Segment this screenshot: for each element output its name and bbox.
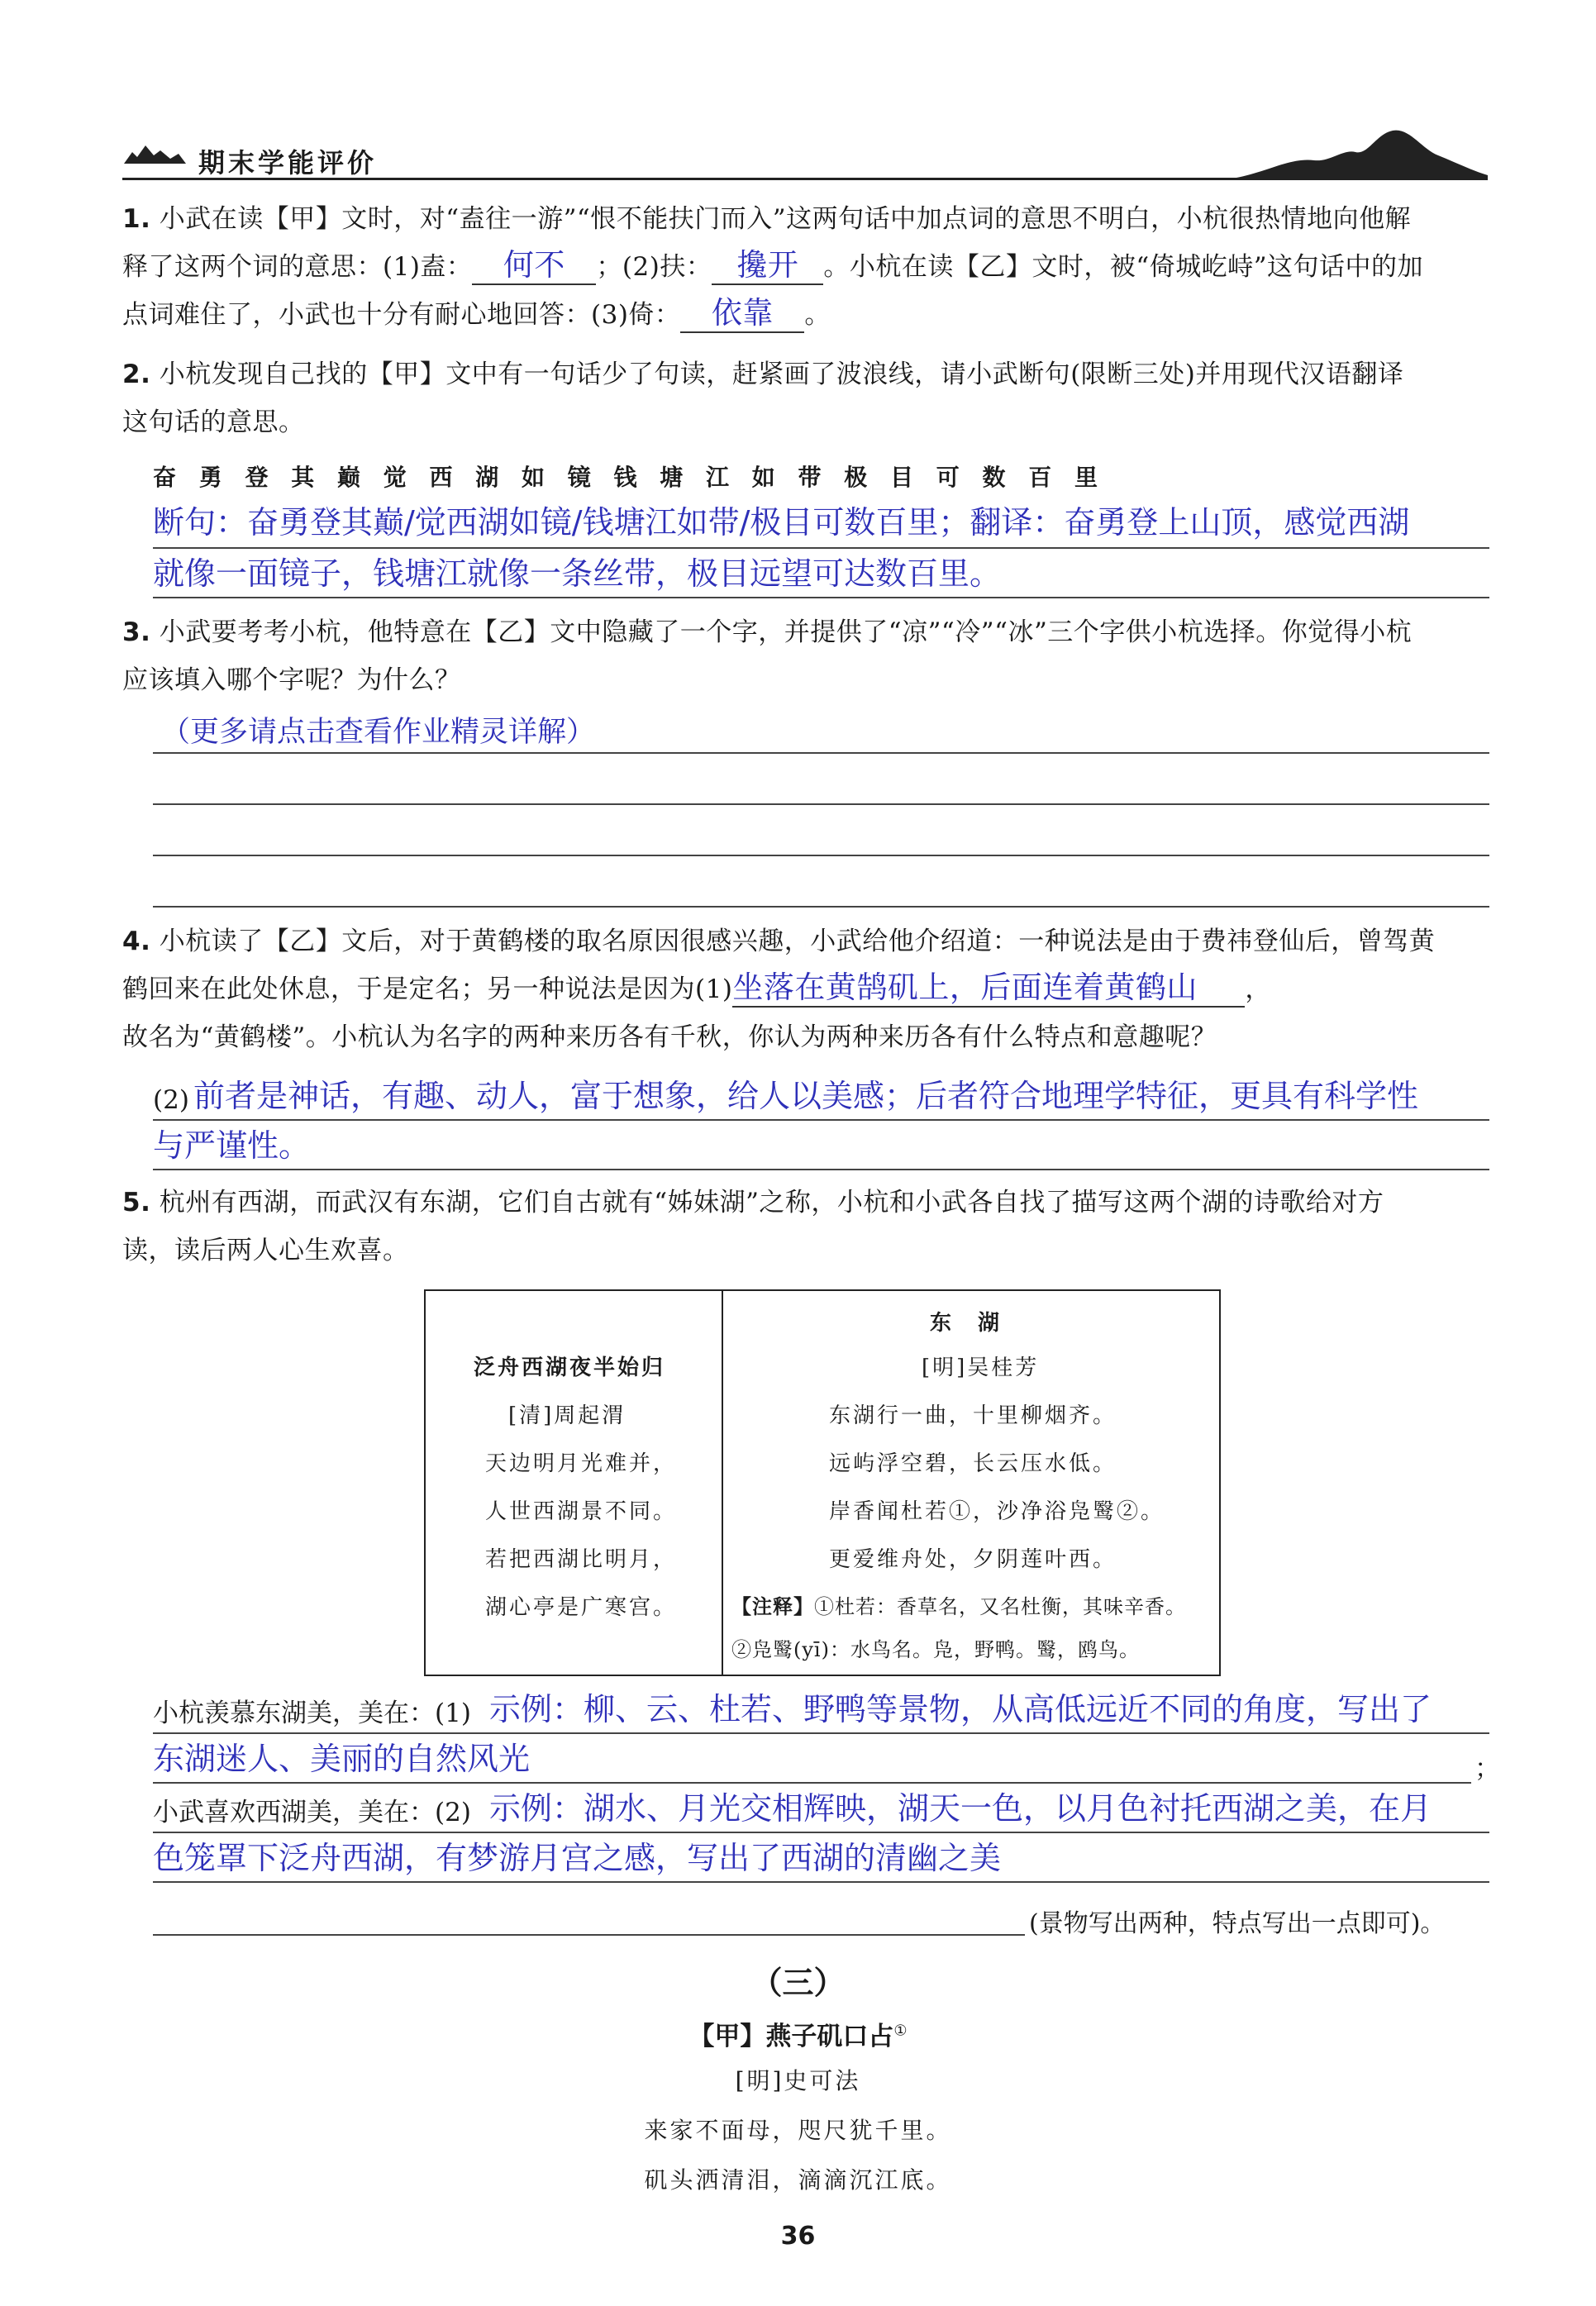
box-divider [722, 1291, 723, 1675]
question-2 [122, 350, 1486, 446]
note-text: ①杜若：香草名，又名杜衡，其味辛香。 [814, 1595, 1186, 1618]
question-text: ；(2)扶： [596, 252, 712, 282]
question-text: 鹤回来在此处休息，于是定名；另一种说法是因为(1) [122, 974, 733, 1004]
poem1-title: 泛舟西湖夜半始归 [474, 1355, 666, 1380]
answer-text[interactable]: 与严谨性。 [153, 1127, 311, 1164]
question-text: 小武要考考小杭，他特意在【乙】文中隐藏了一个字，并提供了“凉”“冷”“冰”三个字供小杭选择。你觉得小杭 [159, 617, 1413, 647]
question-text: 小杭读了【乙】文后，对于黄鹤楼的取名原因很感兴趣，小武给他介绍道：一种说法是由于费祎登仙后，曾驾黄 [159, 927, 1436, 956]
answer-link-text[interactable]: （更多请点击查看作业精灵详解） [161, 716, 596, 749]
question-number: 3. [122, 617, 151, 647]
answer-line [153, 1169, 1489, 1170]
question-text: 。 [804, 300, 831, 330]
answer-text[interactable]: 断句：奋勇登其巅/觉西湖如镜/钱塘江如带/极目可数百里；翻译：奋勇登上山顶，感觉西湖 [153, 504, 1410, 541]
answer-line [153, 752, 1489, 754]
answer-blank[interactable]: 坐落在黄鹄矶上，后面连着黄鹤山 [732, 970, 1245, 1008]
question-1 [122, 195, 1486, 339]
question-number: 4. [122, 927, 151, 956]
poem2-title: 东 湖 [930, 1311, 1003, 1336]
question-number: 2. [122, 360, 151, 389]
answer-label: 小武喜欢西湖美，美在：(2) [153, 1798, 471, 1827]
question-text: 小武在读【甲】文时，对“盍往一游”“恨不能扶门而入”这两句话中加点词的意思不明白，小杭很热情地向他解 [159, 204, 1412, 234]
answer-text[interactable]: 就像一面镜子，钱塘江就像一条丝带，极目远望可达数百里。 [153, 555, 1002, 592]
header-title: 期末学能评价 [198, 147, 378, 179]
poem1-line: 若把西湖比明月， [485, 1547, 678, 1572]
answer-label: (2) [153, 1085, 189, 1115]
poem-author: [明]史可法 [735, 2067, 861, 2094]
scoring-note: (景物写出两种，特点写出一点即可)。 [1029, 1909, 1446, 1938]
answer-line [153, 803, 1489, 805]
answer-line [153, 855, 1489, 856]
unpunctuated-sentence: 奋 勇 登 其 巅 觉 西 湖 如 镜 钱 塘 江 如 带 极 目 可 数 百 里 [153, 464, 1099, 491]
poem1-line: 天边明月光难并， [485, 1451, 678, 1476]
punctuation: ； [1475, 1754, 1500, 1784]
question-text: 释了这两个词的意思：(1)盍： [122, 252, 473, 282]
answer-line [153, 1934, 1025, 1936]
poem-title [0, 2015, 1596, 2052]
poem-line: 矶头洒清泪，滴滴沉江底。 [644, 2166, 952, 2194]
header-rule [122, 178, 1395, 180]
answer-text[interactable]: 前者是神话，有趣、动人，富于想象，给人以美感；后者符合地理学特征，更具有科学性 [193, 1078, 1419, 1114]
question-text: 应该填入哪个字呢？为什么？ [122, 665, 461, 695]
answer-blank-3[interactable]: 依靠 [680, 295, 804, 333]
answer-label: 小杭羡慕东湖美，美在：(1) [153, 1699, 471, 1728]
question-text: 小杭发现自己找的【甲】文中有一句话少了句读，赶紧画了波浪线，请小武断句(限断三处)并用现代汉语翻译 [159, 360, 1404, 389]
question-number: 5. [122, 1188, 151, 1217]
answer-line [153, 597, 1489, 598]
poem1-line: 人世西湖景不同。 [485, 1499, 678, 1524]
question-text: 故名为“黄鹤楼”。小杭认为名字的两种来历各有千秋，你认为两种来历各有什么特点和意趣呢？ [122, 1022, 1217, 1052]
poem2-line: 更爱维舟处，夕阴莲叶西。 [829, 1547, 1117, 1572]
note-label: 【注释】 [731, 1595, 814, 1618]
answer-line [153, 906, 1489, 908]
poem2-line: 岸香闻杜若①，沙净浴凫鹥②。 [829, 1499, 1165, 1524]
poem2-line: 远屿浮空碧，长云压水低。 [829, 1451, 1117, 1476]
question-text: ， [1245, 974, 1271, 1004]
question-5 [122, 1179, 1486, 1274]
question-text: 。小杭在读【乙】文时，被“倚城屹峙”这句话中的加 [823, 252, 1424, 282]
question-4 [122, 917, 1486, 1061]
poem2-note [731, 1590, 1186, 1619]
page-number: 36 [780, 2222, 816, 2251]
answer-blank-1[interactable]: 何不 [472, 247, 596, 285]
answer-line [153, 1119, 1489, 1121]
poem1-author: [清]周起渭 [508, 1403, 626, 1428]
footnote-marker: ① [893, 2022, 908, 2040]
poem2-line: 东湖行一曲，十里柳烟齐。 [829, 1403, 1117, 1428]
question-text: 杭州有西湖，而武汉有东湖，它们自古就有“姊妹湖”之称，小杭和小武各自找了描写这两个湖的诗歌给对方 [159, 1188, 1384, 1217]
mountain-range-icon [1232, 124, 1488, 180]
answer-text[interactable]: 示例：柳、云、杜若、野鸭等景物，从高低远近不同的角度，写出了 [489, 1691, 1432, 1727]
answer-text[interactable]: 色笼罩下泛舟西湖，有梦游月宫之感，写出了西湖的清幽之美 [153, 1840, 1002, 1876]
poem2-author: [明]吴桂芳 [922, 1355, 1040, 1380]
question-3 [122, 608, 1486, 704]
section-heading: （三） [750, 1965, 846, 2001]
question-text: 读，读后两人心生欢喜。 [122, 1236, 409, 1265]
question-number: 1. [122, 204, 151, 234]
answer-text[interactable]: 东湖迷人、美丽的自然风光 [153, 1741, 531, 1777]
poem-line: 来家不面母，咫尺犹千里。 [644, 2117, 952, 2144]
mountain-logo-icon [124, 142, 186, 164]
poem1-line: 湖心亭是广寒宫。 [485, 1595, 678, 1620]
question-text: 点词难住了，小武也十分有耐心地回答：(3)倚： [122, 300, 681, 330]
question-text: 这句话的意思。 [122, 407, 305, 437]
poem2-note: ②凫鹥(yī)：水鸟名。凫，野鸭。鹥，鸥鸟。 [731, 1638, 1140, 1661]
poem-title-text: 【甲】燕子矶口占 [688, 2022, 894, 2051]
answer-blank-2[interactable]: 攙开 [712, 247, 823, 285]
answer-line [153, 1881, 1489, 1883]
poem-comparison-box [424, 1289, 1221, 1676]
answer-text[interactable]: 示例：湖水、月光交相辉映，湖天一色，以月色衬托西湖之美，在月 [489, 1790, 1432, 1827]
